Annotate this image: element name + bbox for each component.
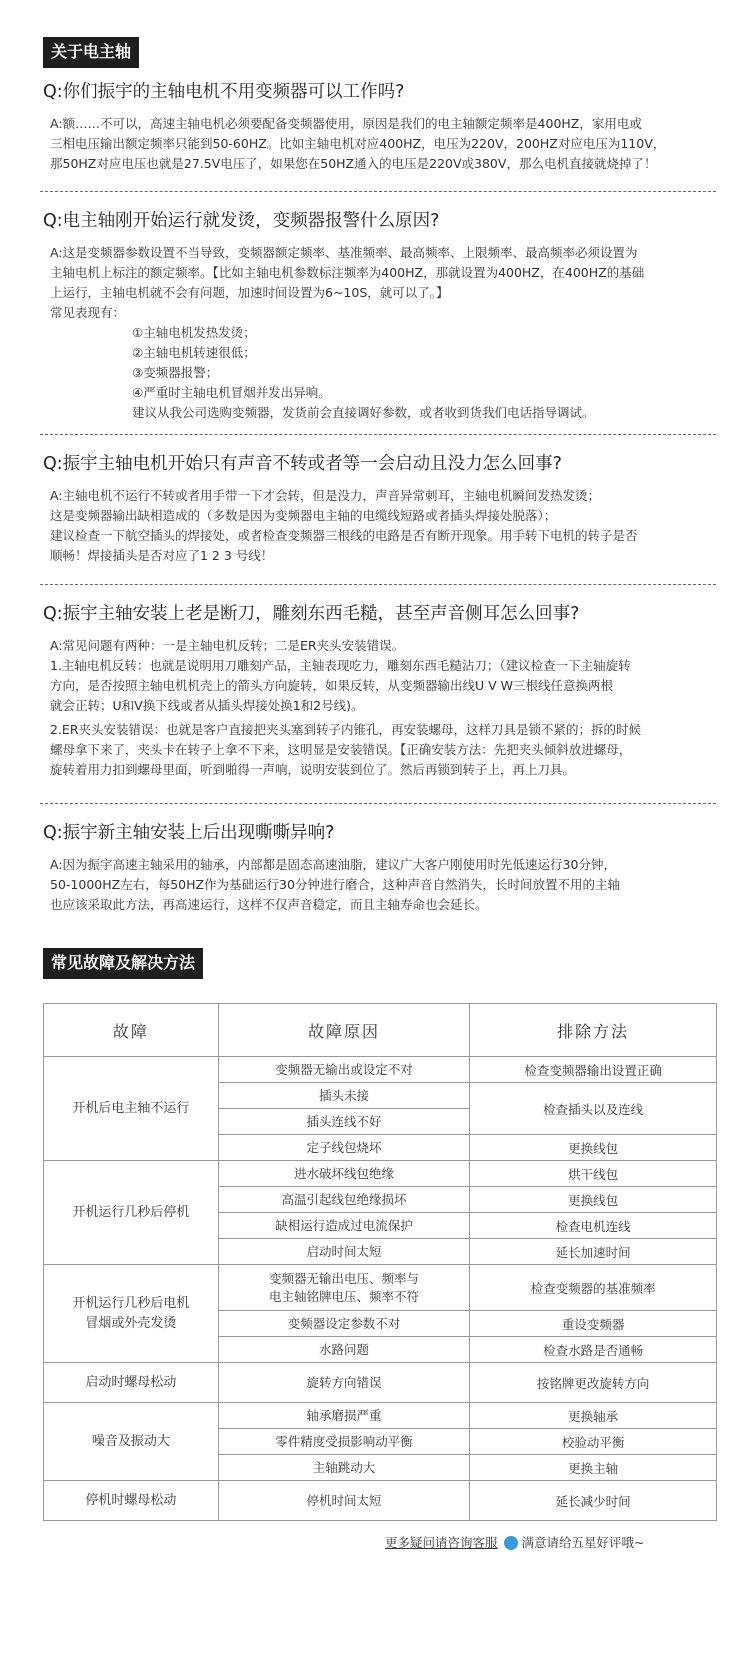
answer-line: A:额……不可以，高速主轴电机必须要配备变频器使用，原因是我们的电主轴额定频率是400HZ，家用电或 xyxy=(50,116,642,131)
cause-cell: 插头未接 xyxy=(218,1083,470,1109)
dashed-divider xyxy=(40,584,716,585)
fix-cell: 检查插头以及连线 xyxy=(470,1083,717,1135)
answer-line: 方向，是否按照主轴电机机壳上的箭头方向旋转，如果反转，从变频器输出线U V W三根线任意换两根 xyxy=(50,678,614,693)
section-title-faults: 常见故障及解决方法 xyxy=(43,948,203,979)
table-row xyxy=(44,1481,717,1521)
symptom-item: ①主轴电机发热发烫； xyxy=(132,325,256,340)
dashed-divider xyxy=(40,434,716,435)
answer-line: 50-1000HZ左右，每50HZ作为基础运行30分钟进行磨合，这种声音自然消失，长时间放置不用的主轴 xyxy=(50,877,620,892)
cause-cell: 进水破坏线包绝缘 xyxy=(218,1161,470,1187)
header-cause: 故障原因 xyxy=(218,1004,470,1057)
answer-5 xyxy=(50,855,713,915)
fix-cell: 重设变频器 xyxy=(470,1311,717,1337)
fix-cell: 更换轴承 xyxy=(470,1403,717,1429)
answer-line: 主轴电机上标注的额定频率。【比如主轴电机参数标注频率为400HZ，那就设置为400HZ，在400HZ的基础 xyxy=(50,265,645,280)
table-row xyxy=(44,1057,717,1083)
cause-cell: 主轴跳动大 xyxy=(218,1455,470,1481)
answer-line: 2.ER夹头安装错误：也就是客户直接把夹头塞到转子内锥孔，再安装螺母，这样刀具是锁不紧的；拆的时候 xyxy=(50,722,642,737)
answer-line: 常见表现有： xyxy=(50,305,126,320)
answer-4 xyxy=(50,636,713,780)
fix-cell: 延长加速时间 xyxy=(470,1239,717,1265)
fault-cell: 停机时螺母松动 xyxy=(44,1481,219,1521)
cause-cell: 插头连线不好 xyxy=(218,1109,470,1135)
dashed-divider xyxy=(40,191,716,192)
cause-cell: 高温引起线包绝缘损坏 xyxy=(218,1187,470,1213)
cause-cell: 变频器无输出电压、频率与 电主轴铭牌电压、频率不符 xyxy=(218,1265,470,1311)
answer-line: A:因为振宇高速主轴采用的轴承，内部都是固态高速油脂，建议广大客户刚使用时先低速运行30分钟， xyxy=(50,857,616,872)
table-row xyxy=(44,1161,717,1187)
answer-line: 1.主轴电机反转：也就是说明用刀雕刻产品，主轴表现吃力，雕刻东西毛糙沾刀；（建议检查一下主轴旋转 xyxy=(50,658,631,673)
answer-line: 也应该采取此方法，再高速运行，这样不仅声音稳定，而且主轴寿命也会延长。 xyxy=(50,897,488,912)
fix-cell: 检查变频器输出设置正确 xyxy=(470,1057,717,1083)
fault-cell: 噪音及振动大 xyxy=(44,1403,219,1481)
fix-cell: 更换主轴 xyxy=(470,1455,717,1481)
answer-line: A:这是变频器参数设置不当导致，变频器额定频率、基准频率、最高频率、上限频率、最高频率必须设置为 xyxy=(50,245,638,260)
cause-cell: 定子线包烧坏 xyxy=(218,1135,470,1161)
cause-cell: 变频器设定参数不对 xyxy=(218,1311,470,1337)
question-1: Q:你们振宇的主轴电机不用变频器可以工作吗? xyxy=(43,82,405,102)
qa-block-5 xyxy=(43,821,713,915)
header-fault: 故障 xyxy=(44,1004,219,1057)
symptom-item: ②主轴电机转速很低； xyxy=(132,345,256,360)
footer-rating-text: 满意请给五星好评哦~ xyxy=(521,1535,645,1550)
cause-cell: 变频器无输出或设定不对 xyxy=(218,1057,470,1083)
cause-cell: 缺相运行造成过电流保护 xyxy=(218,1213,470,1239)
section-title-about-spindle: 关于电主轴 xyxy=(43,37,139,68)
answer-line: 就会正转；U和V换下线或者从插头焊接处换1和2号线)。 xyxy=(50,698,364,713)
answer-line: 旋转着用力扣到螺母里面，听到啪得一声响，说明安装到位了。然后再锁到转子上，再上刀具。 xyxy=(50,762,576,777)
symptom-item: ③变频器报警； xyxy=(132,365,219,380)
fix-cell: 延长减少时间 xyxy=(470,1481,717,1521)
table-row xyxy=(44,1363,717,1403)
cause-cell: 启动时间太短 xyxy=(218,1239,470,1265)
question-5: Q:振宇新主轴安装上后出现嘶嘶异响? xyxy=(43,823,335,843)
symptom-item: 建议从我公司选购变频器，发货前会直接调好参数，或者收到货我们电话指导调试。 xyxy=(132,405,595,420)
fault-cell: 开机运行几秒后停机 xyxy=(44,1161,219,1265)
fix-cell: 更换线包 xyxy=(470,1187,717,1213)
fix-cell: 检查水路是否通畅 xyxy=(470,1337,717,1363)
header-fix: 排除方法 xyxy=(470,1004,717,1057)
fault-cell: 开机运行几秒后电机 冒烟或外壳发烫 xyxy=(44,1265,219,1363)
dashed-divider xyxy=(40,803,716,804)
fix-cell: 校验动平衡 xyxy=(470,1429,717,1455)
answer-line: 顺畅！焊接插头是否对应了1 2 3 号线！ xyxy=(50,548,274,563)
answer-2 xyxy=(50,243,713,423)
fix-cell: 按铭牌更改旋转方向 xyxy=(470,1363,717,1403)
answer-line: 那50HZ对应电压也就是27.5V电压了，如果您在50HZ通入的电压是220V或380V，那么电机直接就烧掉了！ xyxy=(50,156,657,171)
answer-line: 上运行，主轴电机就不会有问题，加速时间设置为6~10S，就可以了。】 xyxy=(50,285,449,300)
fix-cell: 检查变频器的基准频率 xyxy=(470,1265,717,1311)
symptom-item: ④严重时主轴电机冒烟并发出异响。 xyxy=(132,385,331,400)
table-row xyxy=(44,1265,717,1311)
qa-block-1 xyxy=(43,80,713,174)
cause-cell: 零件精度受损影响动平衡 xyxy=(218,1429,470,1455)
footer xyxy=(385,1533,645,1551)
fault-table xyxy=(43,1003,717,1521)
question-2: Q:电主轴刚开始运行就发烫，变频器报警什么原因? xyxy=(43,211,440,231)
answer-1 xyxy=(50,114,713,174)
contact-service-link[interactable]: 更多疑问请咨询客服 xyxy=(385,1535,498,1550)
answer-line: A:主轴电机不运行不转或者用手带一下才会转，但是没力，声音异常刺耳，主轴电机瞬间发热发烫； xyxy=(50,488,601,503)
question-4: Q:振宇主轴安装上老是断刀，雕刻东西毛糙，甚至声音侧耳怎么回事? xyxy=(43,604,580,624)
table-header-row xyxy=(44,1004,717,1057)
answer-line: A:常见问题有两种：一是主轴电机反转；二是ER夹头安装错误。 xyxy=(50,638,405,653)
fix-cell: 检查电机连线 xyxy=(470,1213,717,1239)
qa-block-2 xyxy=(43,209,713,423)
fault-cell: 开机后电主轴不运行 xyxy=(44,1057,219,1161)
question-3: Q:振宇主轴电机开始只有声音不转或者等一会启动且没力怎么回事? xyxy=(43,454,562,474)
cause-cell: 水路问题 xyxy=(218,1337,470,1363)
answer-line: 螺母拿下来了，夹头卡在转子上拿不下来，这明显是安装错误。【正确安装方法：先把夹头倾斜放进螺母， xyxy=(50,742,632,757)
answer-3 xyxy=(50,486,713,566)
answer-line: 这是变频器输出缺相造成的（多数是因为变频器电主轴的电缆线短路或者插头焊接处脱落）； xyxy=(50,508,557,523)
cause-cell: 旋转方向错误 xyxy=(218,1363,470,1403)
qa-block-4 xyxy=(43,602,713,780)
qa-block-3 xyxy=(43,452,713,566)
fix-cell: 烘干线包 xyxy=(470,1161,717,1187)
fix-cell: 更换线包 xyxy=(470,1135,717,1161)
table-row xyxy=(44,1403,717,1429)
water-drop-icon xyxy=(504,1536,518,1550)
answer-line: 三相电压输出额定频率只能到50-60HZ。比如主轴电机对应400HZ，电压为220V，200HZ对应电压为110V， xyxy=(50,136,666,151)
cause-cell: 停机时间太短 xyxy=(218,1481,470,1521)
answer-line: 建议检查一下航空插头的焊接处，或者检查变频器三根线的电路是否有断开现象。用手转下电机的转子是否 xyxy=(50,528,638,543)
fault-cell: 启动时螺母松动 xyxy=(44,1363,219,1403)
cause-cell: 轴承磨损严重 xyxy=(218,1403,470,1429)
